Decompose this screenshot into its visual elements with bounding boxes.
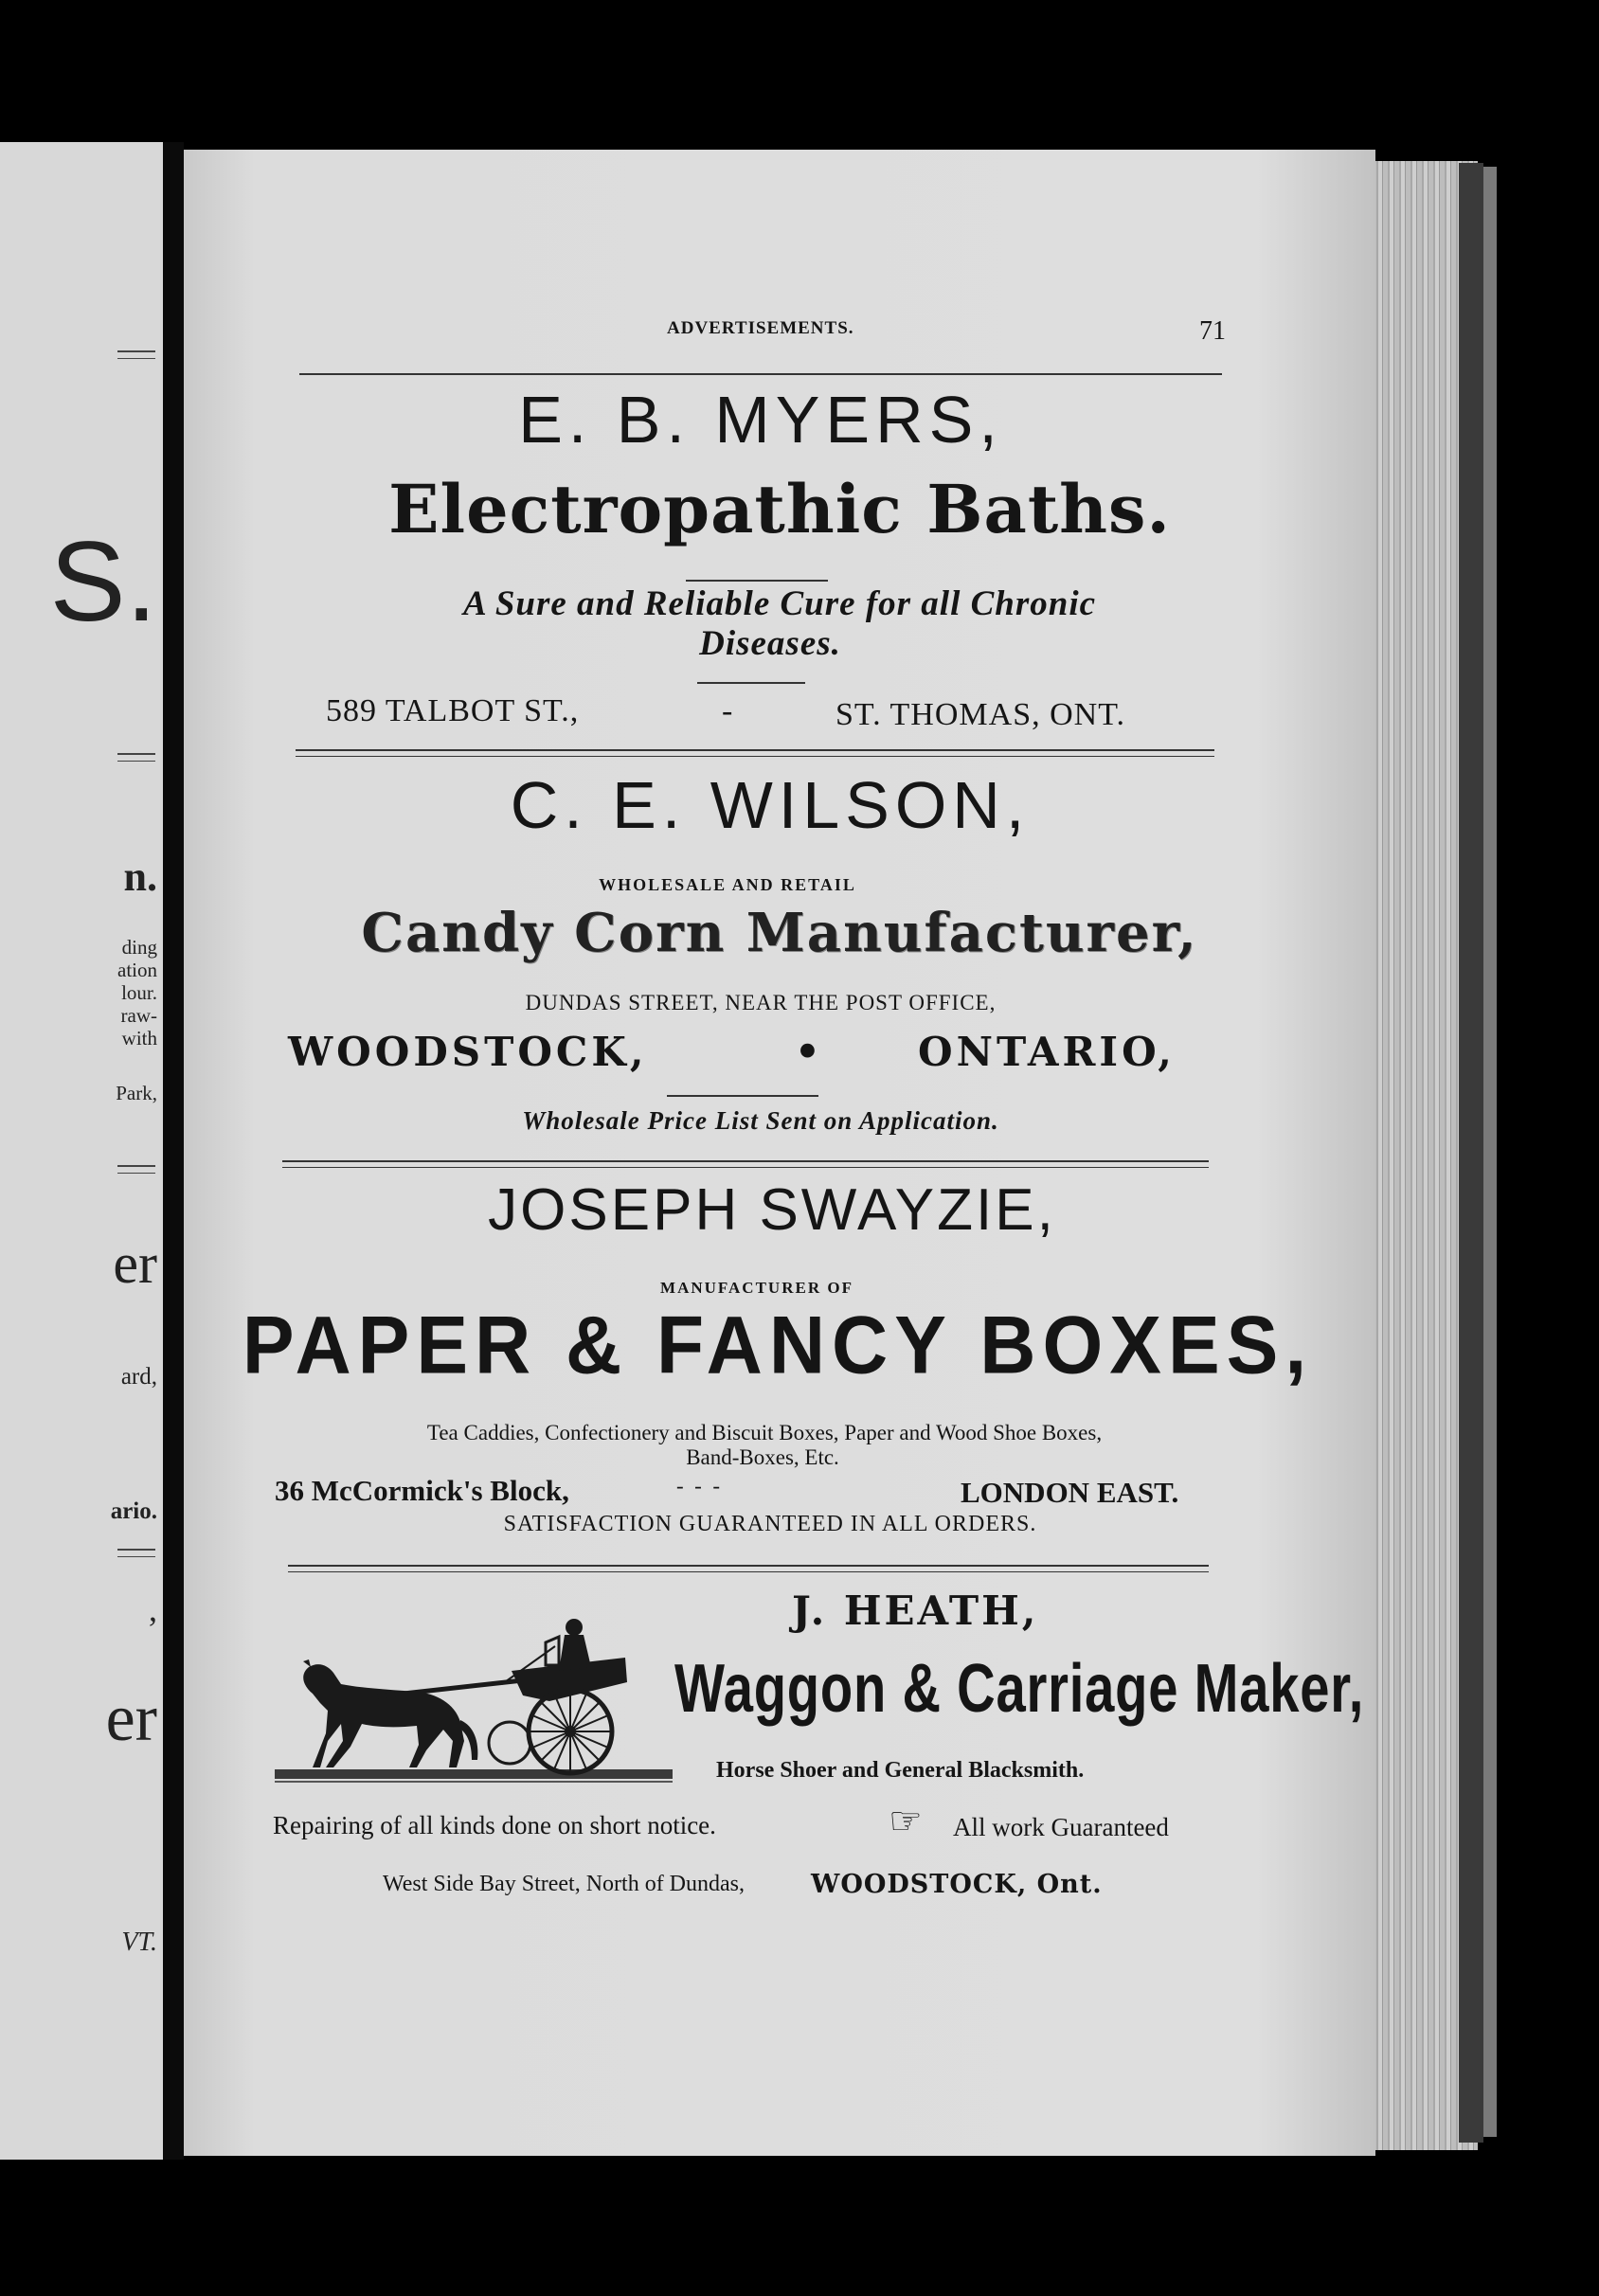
section-divider (296, 749, 1214, 757)
tagline: Diseases. (699, 624, 841, 663)
separator: - - - (676, 1474, 720, 1498)
address: West Side Bay Street, North of Dundas, (383, 1872, 746, 1896)
page-number: 71 (1199, 316, 1226, 346)
left-page-text: ation (117, 959, 157, 981)
separator: - (722, 693, 734, 728)
left-page-text: S. (49, 518, 157, 645)
page-edges-shadow (1459, 163, 1483, 2143)
short-rule (667, 1095, 818, 1097)
separator: • (795, 1029, 824, 1075)
product-list: Band-Boxes, Etc. (686, 1445, 839, 1469)
business-type: MANUFACTURER OF (660, 1279, 853, 1297)
guarantee: All work Guaranteed (953, 1813, 1169, 1841)
city: LONDON EAST. (961, 1476, 1179, 1509)
left-page-text: er (113, 1232, 157, 1295)
advertiser-name: C. E. WILSON, (510, 768, 1031, 842)
left-page-text: ding (121, 936, 157, 959)
left-page-text: raw- (120, 1004, 157, 1027)
city: ST. THOMAS, ONT. (835, 697, 1125, 732)
left-page-text: n. (123, 853, 157, 900)
short-rule (686, 580, 828, 582)
services: Horse Shoer and General Blacksmith. (716, 1758, 1085, 1783)
advertiser-name: JOSEPH SWAYZIE, (488, 1177, 1056, 1243)
tagline: A Sure and Reliable Cure for all Chronic (462, 584, 1097, 623)
left-page-text: er (105, 1682, 157, 1755)
left-page-fragment (0, 142, 163, 2160)
advertised-service: Electropathic Baths. (388, 470, 1171, 548)
page-edges-outer (1483, 167, 1497, 2137)
short-rule (697, 682, 805, 684)
trade: Waggon & Carriage Maker, (674, 1651, 1365, 1727)
divider (117, 350, 155, 359)
section-divider (288, 1565, 1209, 1572)
divider (117, 1549, 155, 1557)
left-page-text: ario. (110, 1498, 157, 1524)
repairs-note: Repairing of all kinds done on short notice. (273, 1811, 716, 1839)
trade: Candy Corn Manufacturer, (361, 902, 1198, 964)
town: WOODSTOCK, (288, 1029, 648, 1075)
divider (117, 1165, 155, 1174)
address: 589 TALBOT ST., (326, 693, 580, 728)
town-name: WOODSTOCK, Ont. (811, 1870, 1103, 1899)
horse-carriage-illustration (275, 1608, 682, 1798)
province: ONTARIO, (918, 1029, 1176, 1075)
note: Wholesale Price List Sent on Application. (522, 1106, 999, 1135)
divider (117, 753, 155, 762)
town (811, 1870, 1103, 1899)
pointing-hand-icon: ☞ (889, 1800, 923, 1843)
header-rule (299, 373, 1222, 375)
section-divider (282, 1160, 1209, 1168)
street: DUNDAS STREET, NEAR THE POST OFFICE, (525, 991, 997, 1014)
left-page-text: lour. (121, 981, 157, 1004)
advertiser-name: E. B. MYERS, (518, 383, 1003, 457)
advertiser-name: J. HEATH, (792, 1587, 1039, 1634)
address: 36 McCormick's Block, (275, 1474, 569, 1507)
product: PAPER & FANCY BOXES, (242, 1300, 1314, 1391)
business-type: WHOLESALE AND RETAIL (599, 875, 856, 894)
left-page-text: with (121, 1027, 157, 1049)
left-page-text: ard, (120, 1364, 157, 1390)
left-page-text: Park, (116, 1082, 157, 1104)
left-page-text: , (149, 1590, 157, 1628)
product-list: Tea Caddies, Confectionery and Biscuit Boxes, Paper and Wood Shoe Boxes, (426, 1421, 1103, 1444)
page (184, 150, 1375, 2156)
left-page-text: VT. (121, 1928, 157, 1957)
guarantee: SATISFACTION GUARANTEED IN ALL ORDERS. (503, 1512, 1037, 1536)
running-head: ADVERTISEMENTS. (667, 318, 854, 338)
